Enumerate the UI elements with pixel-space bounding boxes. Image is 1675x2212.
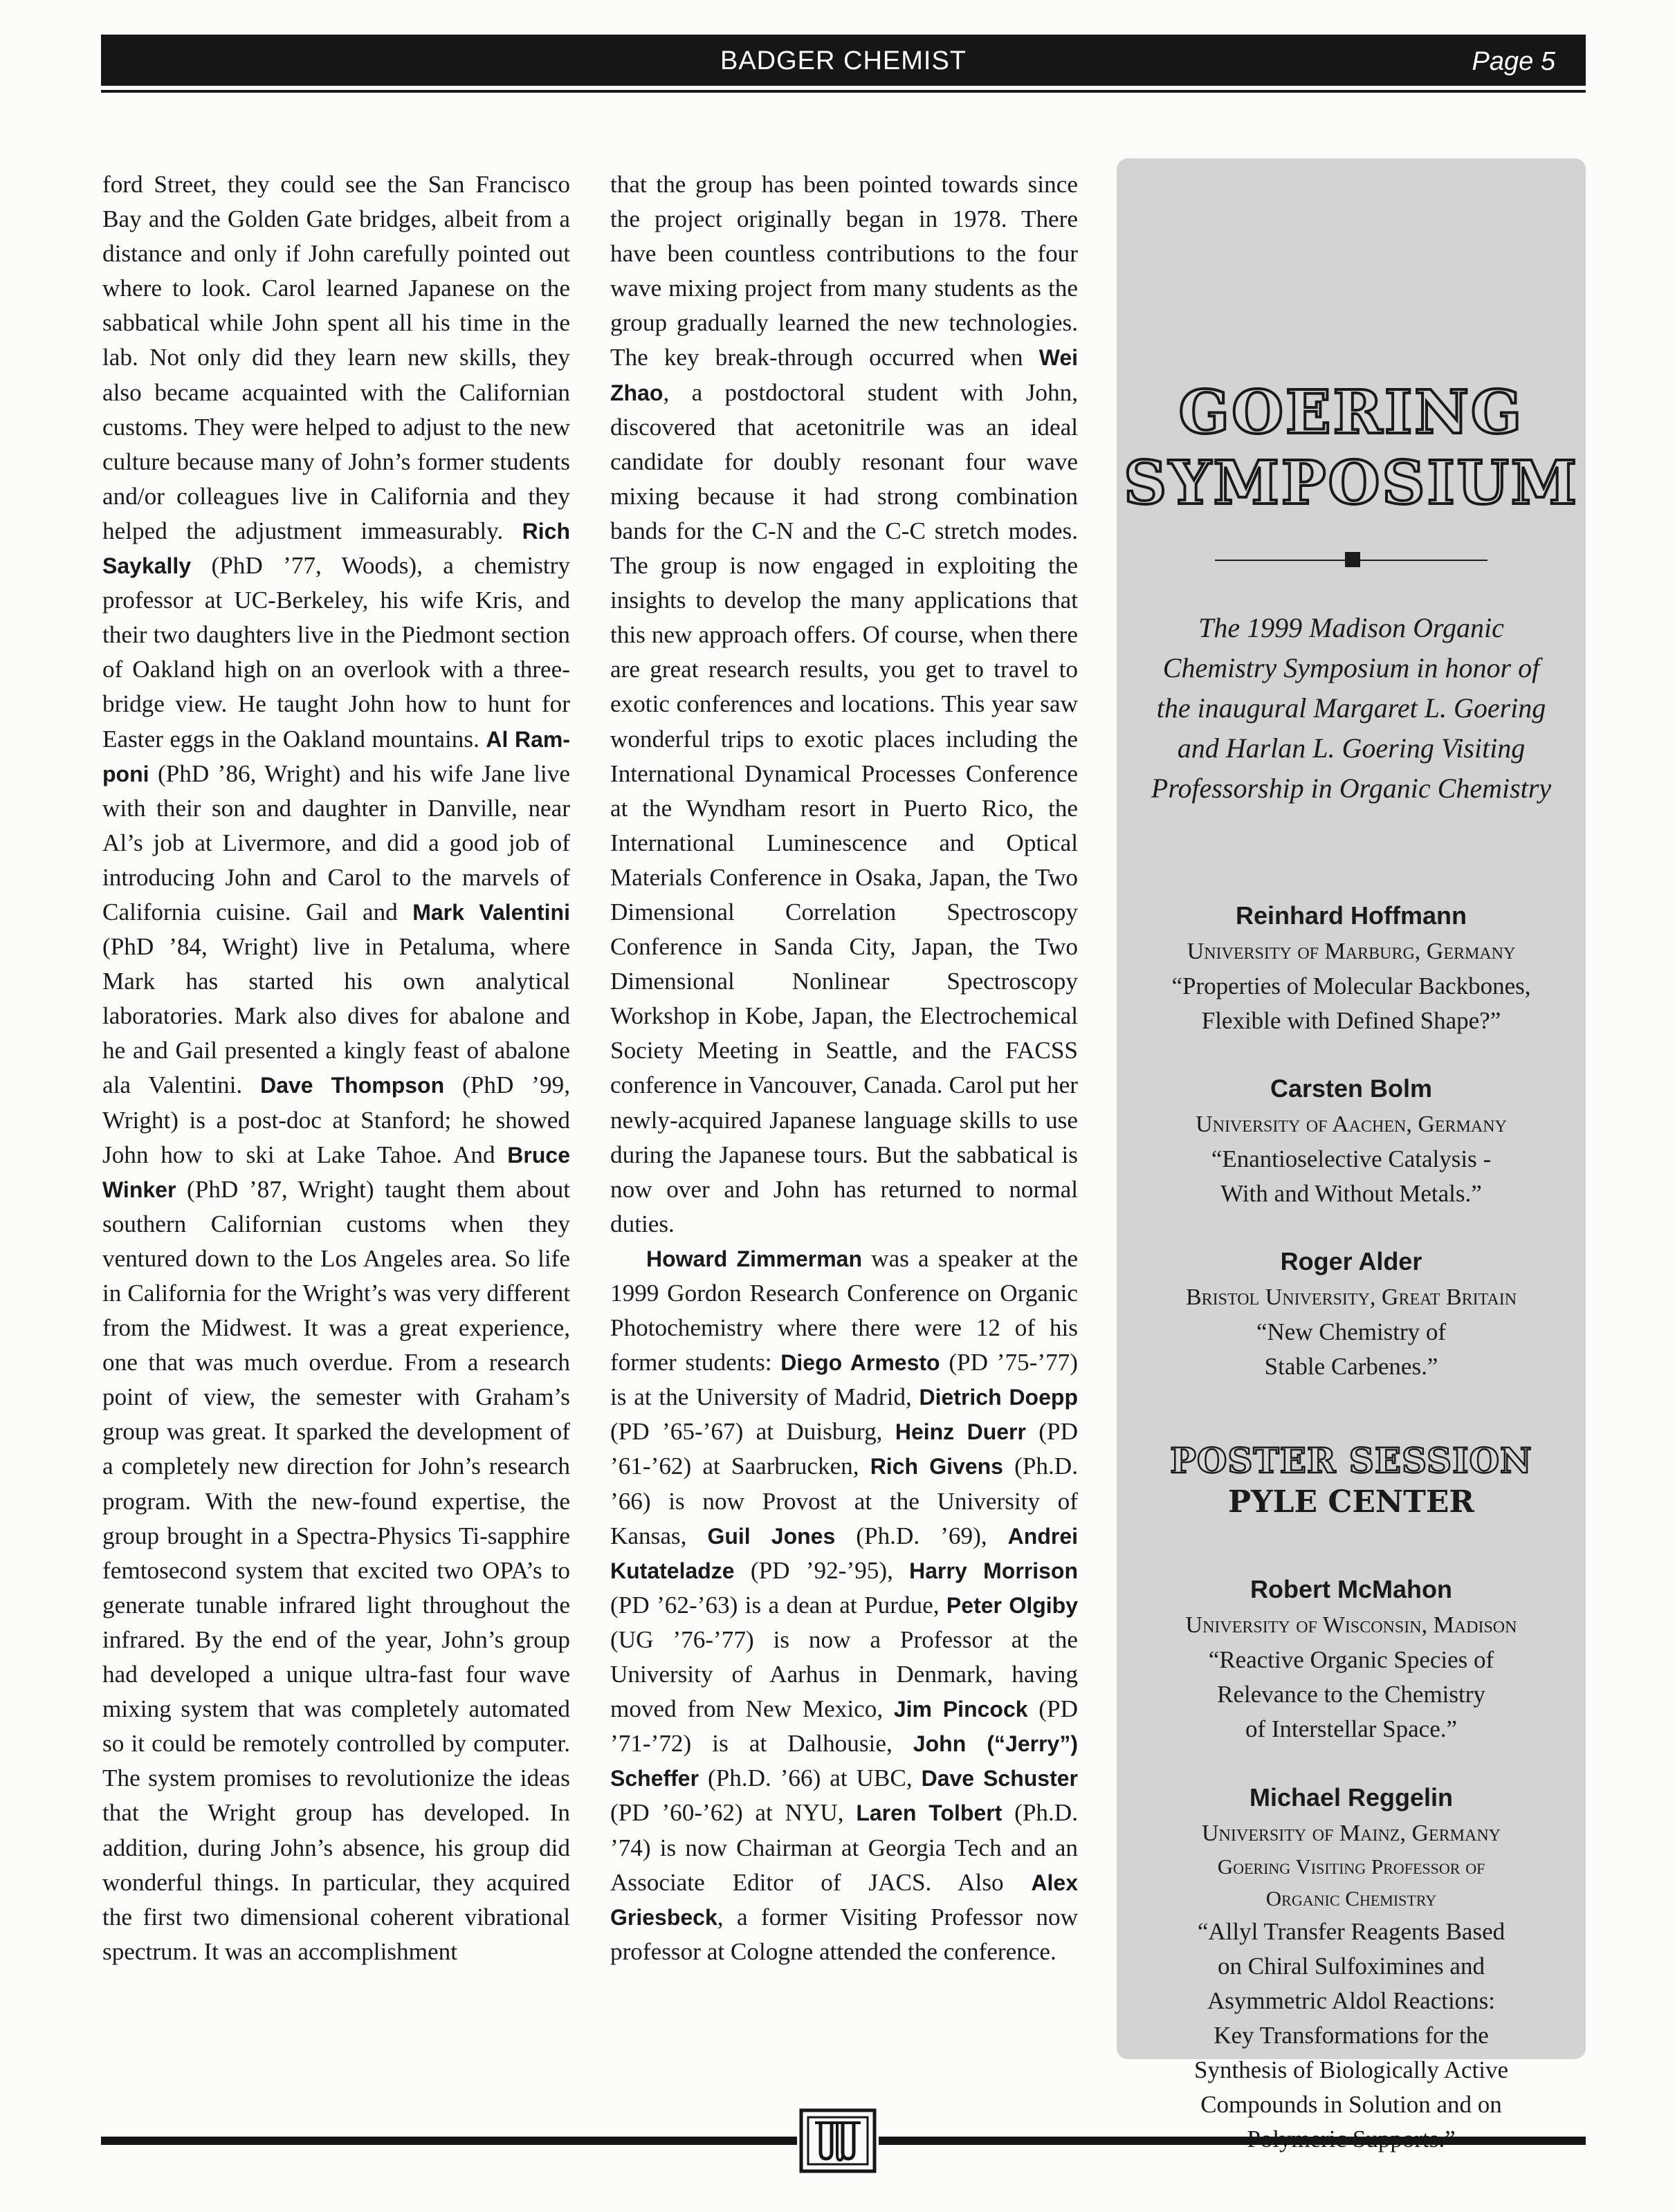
person-name: Dietrich Doepp xyxy=(919,1385,1078,1410)
goering-symposium-sidebar xyxy=(1117,158,1586,2118)
sidebar-title-line2: SYMPOSIUM xyxy=(1124,448,1579,518)
sidebar-title-line1: GOERING xyxy=(1178,378,1524,448)
talk-title: “Enantioselective Catalysis - With and Without Metals.” xyxy=(1211,1145,1492,1207)
talk-title: “Properties of Molecular Backbones, Flexible with Defined Shape?” xyxy=(1171,973,1531,1034)
person-name: Dave Thompson xyxy=(260,1073,445,1098)
article-column-left xyxy=(102,167,570,1969)
person-name: Laren Tolbert xyxy=(856,1800,1003,1826)
poster-session-title: POSTER SESSION xyxy=(1170,1440,1532,1481)
speaker-name: Carsten Bolm xyxy=(1270,1074,1433,1103)
newsletter-title: BADGER CHEMIST xyxy=(720,46,967,75)
speaker-affiliation: Bristol University, Great Britain xyxy=(1185,1284,1517,1310)
article-text: (PhD ’87, Wright) taught them about southern Californian customs when they ventured down to the Los Angeles area. So life in California for the Wright’s was very different from the Midwest. It was a great experience, one that was much overdue. From a research point of view, the semester with Graham’s group was great. It sparked the development of a completely new direction for John’s research program. With the new-found expertise, the group brought in a Spectra-Physics Ti-sapphire femtosecond system that excited two OPA’s to generate tunable infrared light throughout the infrared. By the end of the year, John’s group had developed a unique ultra-fast four wave mixing system that was completely automated so it could be remotely controlled by computer. The system promises to revolutionize the ideas that the Wright group has developed. In addition, during John’s absence, his group did wonderful things. In particular, they acquired the first two dimensional coherent vibrational spectrum. It was an accomplishment xyxy=(102,1175,570,1965)
speaker-affiliation: University of Aachen, Germany xyxy=(1196,1112,1507,1137)
person-name: Rich Saykally xyxy=(102,518,570,579)
person-name: Harry Morrison xyxy=(909,1558,1078,1583)
person-name: Howard Zimmerman xyxy=(646,1246,862,1271)
person-name: Alex Griesbeck xyxy=(610,1870,1078,1930)
article-paragraph xyxy=(102,167,570,1969)
speaker-role: Goering Visiting Professor of Organic Chemistry xyxy=(1217,1854,1485,1910)
article-text: (PD ’71-’72) is at Dalhousie, xyxy=(610,1695,1079,1758)
talk-title: “Allyl Transfer Reagents Based on Chiral Sulfoximines and Asymmetric Aldol Reactions: Key Transformations for the Synthesis of Biologically Active Compounds in Solution and on xyxy=(1194,1918,1508,2118)
speaker-entry xyxy=(1124,897,1579,1038)
person-name: Wei Zhao xyxy=(610,345,1078,405)
person-name: Andrei Kutateladze xyxy=(610,1523,1078,1583)
article-text: (PhD ’86, Wright) and his wife Jane live with their son and daughter in Danville, near Al’s job at Livermore, and did a good job of introducing John and Carol to the marvels of California cuisine. Gail and xyxy=(102,759,570,925)
person-name: Diego Armesto xyxy=(780,1350,940,1376)
speaker-entry xyxy=(1124,1779,1579,2157)
speaker-affiliation: University of Wisconsin, Madison xyxy=(1185,1612,1517,1638)
speaker-entry xyxy=(1124,1070,1579,1211)
article-text: (Ph.D. ’66) at UBC, xyxy=(699,1764,922,1792)
article-text: (Ph.D. ’69), xyxy=(835,1522,1008,1549)
person-name: John (“Jerry”) Scheffer xyxy=(610,1731,1078,1791)
speaker-affiliation: University of Mainz, Germany xyxy=(1202,1821,1501,1846)
person-name: Al Ramponi xyxy=(102,726,570,786)
article-text: (PD ’75-’77) is at the University of Madrid, xyxy=(610,1349,1078,1411)
person-name: Jim Pincock xyxy=(893,1697,1028,1722)
person-name: Peter Olgiby xyxy=(946,1592,1078,1618)
page-number: Page 5 xyxy=(1472,47,1555,76)
article-text: (PD ’61-’62) at Saarbrucken, xyxy=(610,1418,1079,1480)
speaker-name: Reinhard Hoffmann xyxy=(1235,901,1467,930)
poster-session-venue: PYLE CENTER xyxy=(1228,1484,1474,1520)
speaker-name: Robert McMahon xyxy=(1250,1575,1452,1603)
article-text: (PD ’62-’63) is a dean at Purdue, xyxy=(610,1591,946,1619)
article-text: (PD ’60-’62) at NYU, xyxy=(610,1799,857,1827)
article-text: (Ph.D. ’74) is now Chairman at Georgia Tech and an Associate Editor of JACS. Also xyxy=(610,1799,1079,1896)
talk-title: “New Chemistry of Stable Carbenes.” xyxy=(1256,1318,1447,1380)
speaker-entry xyxy=(1124,1571,1579,1746)
poster-session-heading xyxy=(1117,1440,1586,1523)
article-text: , a postdoctoral student with John, discovered that acetonitrile was an ideal candidate for doubly resonant four wave mixing because it had strong combination bands for the C-N and the C-C stretch modes. The group is now engaged in exploiting the insights to develop the many applications that this new approach offers. Of course, when there are great research results, you get to travel to exotic conferences and locations. This year saw wonderful trips to exotic places including the International Dynamical Processes Conference at the Wyndham resort in Puerto Rico, the International Luminescence and Optical Materials Conference in Osaka, Japan, the Two Dimensional Correlation Spectroscopy Conference in Sanda City, Japan, the Two Dimensional Nonlinear Spectroscopy Workshop in Kobe, Japan, the Electrochemical Society Meeting in Seattle, and the FACSS conference in Vancouver, Canada. Carol put her newly-acquired Japanese language skills to use during the Japanese tours. But the sabbatical is now over and John has returned to normal duties. xyxy=(610,378,1078,1237)
article-text: (UG ’76-’77) is now a Professor at the University of Aarhus in Denmark, having moved from New Mexico, xyxy=(610,1625,1078,1723)
test-tubes-logo-icon xyxy=(797,2106,879,2175)
article-text: (PhD ’84, Wright) live in Petaluma, where Mark has started his own analytical laboratories. Mark also dives for abalone and he and Gail presented a kingly feast of abalone ala Valentini. xyxy=(102,933,570,1099)
article-column-middle xyxy=(610,167,1078,1969)
article-text: (Ph.D. ’66) is now Provost at the University of Kansas, xyxy=(610,1453,1079,1549)
article-text: (PD ’65-’67) at Duisburg, xyxy=(610,1418,895,1446)
person-name: Dave Schuster xyxy=(921,1766,1079,1791)
symposium-intro: The 1999 Madison Organic Chemistry Symposium in honor of the inaugural Margaret L. Goering and Harlan L. Goering Visiting Professorship in Organic Chemistry xyxy=(1151,612,1552,804)
person-name: Bruce Winker xyxy=(102,1142,570,1202)
article-text: ford Street, they could see the San Francisco Bay and the Golden Gate bridges, albeit from a distance and only if John carefully pointed out where to look. Carol learned Japanese on the sabbatical while John spent all his time in the lab. Not only did they learn new skills, they also became acquainted with the Californian customs. They were helped to adjust to the new culture because many of John’s former students and/or colleagues live in California and they helped the adjustment immeasurably. xyxy=(102,171,570,544)
article-text: (PhD ’99, Wright) is a post-doc at Stanford; he showed John how to ski at Lake Tahoe. And xyxy=(102,1071,570,1168)
article-text: (PhD ’77, Woods), a chemistry professor at UC-Berkeley, his wife Kris, and their two daughters live in the Piedmont section of Oakland high on an overlook with a three-bridge view. He taught John how to hunt for Easter eggs in the Oakland mountains. xyxy=(102,552,570,753)
article-paragraph xyxy=(610,167,1078,1242)
person-name: Guil Jones xyxy=(707,1523,836,1549)
speaker-name: Michael Reggelin xyxy=(1249,1783,1454,1812)
speaker-entry xyxy=(1124,1243,1579,1384)
ornament-square-icon xyxy=(1345,552,1360,567)
person-name: Mark Valentini xyxy=(412,899,570,925)
person-name: Rich Givens xyxy=(870,1454,1003,1480)
speaker-affiliation: University of Marburg, Germany xyxy=(1187,939,1516,964)
article-text: , a former Visiting Professor now professor at Cologne attended the conference. xyxy=(610,1903,1078,1965)
article-paragraph xyxy=(610,1242,1078,1969)
talk-title: “Reactive Organic Species of Relevance to the Chemistry of Interstellar Space.” xyxy=(1208,1646,1494,1742)
speaker-name: Roger Alder xyxy=(1280,1247,1422,1275)
article-text: that the group has been pointed towards since the project originally began in 1978. There have been countless contributions to the four wave mixing project from many students as the group gradually learned the new technologies. The key break-through occurred when xyxy=(610,171,1078,371)
article-text: (PD ’92-’95), xyxy=(734,1556,910,1584)
person-name: Heinz Duerr xyxy=(895,1419,1026,1445)
header-rule xyxy=(101,90,1586,93)
article-text: was a speaker at the 1999 Gordon Research Conference on Organic Photochemistry where there were 12 of his former students: xyxy=(610,1244,1078,1376)
header-bar xyxy=(101,35,1586,86)
